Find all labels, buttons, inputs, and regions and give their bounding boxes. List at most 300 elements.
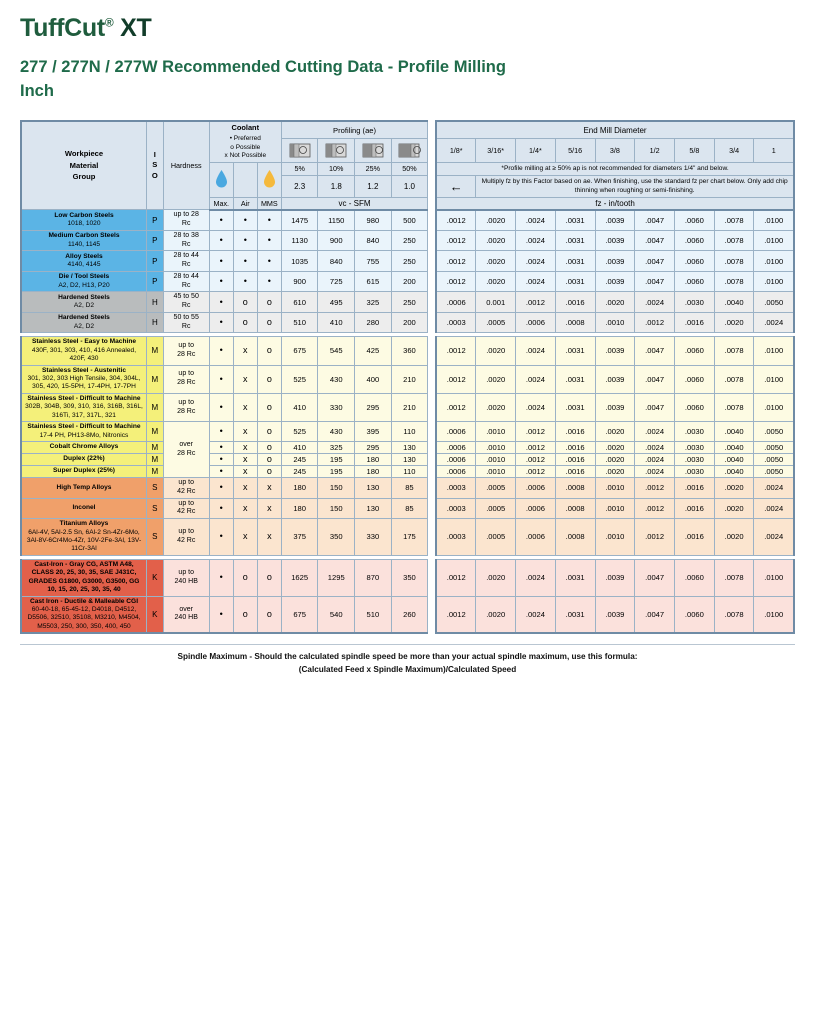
table-row [21,393,794,421]
coolant-air: x [233,478,257,499]
coolant-mms: o [257,596,281,633]
fz-value: .0024 [516,393,556,421]
fz-value: .0005 [476,519,516,556]
fz-value: .0030 [675,292,715,313]
fz-value: .0012 [516,466,556,478]
fz-value: .0024 [516,271,556,292]
vc-value: 675 [281,337,318,365]
vc-value: 425 [355,337,392,365]
coolant-mms: o [257,454,281,466]
hardness-value: up to 240 HB [163,559,209,596]
coolant-air: • [233,251,257,272]
vc-value: 980 [355,210,392,231]
material-name: Hardened Steels A2, D2 [21,292,146,313]
coolant-air: x [233,519,257,556]
fz-value: .0024 [754,478,794,499]
footer-line-1: Spindle Maximum - Should the calculated spindle speed be more than your actual spindle maximum, use this formula: [177,652,638,662]
diameter-1-8: 1/8* [436,139,476,163]
hardness-value: over 28 Rc [163,422,209,478]
fz-value: .0012 [436,271,476,292]
fz-value: .0006 [436,442,476,454]
iso-group: H [146,312,163,333]
fz-value: .0047 [635,210,675,231]
coolant-air: o [233,292,257,313]
fz-value: .0010 [595,498,635,519]
fz-value: .0100 [754,230,794,251]
fz-value: .0031 [555,365,595,393]
iso-group: K [146,559,163,596]
brand-logo [20,14,795,43]
material-name: Cast-Iron - Gray CG, ASTM A48, CLASS 20, 25, 30, 35, SAE J431C, GRADES G1800, G3000, G3500, GG 10, 15, 20, 25, 30, 35, 40 [21,559,146,596]
diameter-1-2: 1/2 [635,139,675,163]
vc-value: 525 [281,422,318,442]
coolant-air: x [233,337,257,365]
fz-value: .0100 [754,393,794,421]
column-gap-cell [428,393,436,421]
material-name: Alloy Steels 4140, 4145 [21,251,146,272]
fz-value: .0050 [754,454,794,466]
fz-value: .0024 [635,454,675,466]
vc-value: 510 [281,312,318,333]
vc-value: 610 [281,292,318,313]
fz-value: .0047 [635,251,675,272]
fz-value: .0020 [595,454,635,466]
fz-value: .0020 [714,519,754,556]
vc-value: 510 [355,596,392,633]
fz-value: .0040 [714,442,754,454]
fz-value: .0008 [555,498,595,519]
page-title-line2: Inch [20,81,54,100]
coolant-mms: o [257,466,281,478]
fz-value: .0030 [675,454,715,466]
fz-value: .0006 [436,454,476,466]
fz-value: .0010 [476,422,516,442]
fz-value: .0024 [516,251,556,272]
fz-value: .0016 [555,292,595,313]
iso-group: M [146,422,163,442]
fz-value: .0012 [436,596,476,633]
coolant-mms: x [257,519,281,556]
fz-value: .0024 [635,422,675,442]
footer-note [20,644,795,676]
vc-value: 1130 [281,230,318,251]
vc-value: 410 [281,393,318,421]
fz-value: .0047 [635,337,675,365]
hardness-value: over 240 HB [163,596,209,633]
vc-value: 250 [391,230,428,251]
profile-ae-10-icon [318,139,355,163]
coolant-air: x [233,393,257,421]
fz-value: .0078 [714,210,754,231]
fz-value: .0012 [516,292,556,313]
coolant-max: • [209,442,233,454]
footer-line-2: (Calculated Feed x Spindle Maximum)/Calculated Speed [298,664,517,674]
coolant-max: • [209,422,233,442]
fz-value: .0024 [754,312,794,333]
material-name: Stainless Steel - Easy to Machine 430F, 301, 303, 410, 416 Annealed, 420F, 430 [21,337,146,365]
hardness-value: up to 42 Rc [163,478,209,499]
fz-value: .0039 [595,559,635,596]
coolant-max: • [209,292,233,313]
coolant-air: • [233,230,257,251]
material-name: Hardened Steels A2, D2 [21,312,146,333]
fz-value: .0016 [555,454,595,466]
fz-value: .0020 [476,251,516,272]
table-row [21,442,794,454]
coolant-mms: • [257,230,281,251]
fz-value: .0050 [754,422,794,442]
material-name: Cobalt Chrome Alloys [21,442,146,454]
fz-value: .0012 [635,498,675,519]
vc-value: 325 [318,442,355,454]
iso-group: M [146,466,163,478]
table-row [21,365,794,393]
profiling-pct-10: 10% [318,163,355,176]
coolant-air: x [233,454,257,466]
coolant-air: x [233,442,257,454]
fz-value: .0039 [595,251,635,272]
vc-value: 330 [355,519,392,556]
coolant-air: x [233,466,257,478]
fz-value: .0024 [635,292,675,313]
fz-value: .0003 [436,498,476,519]
fz-value: .0039 [595,337,635,365]
coolant-max: • [209,454,233,466]
coolant-air: • [233,210,257,231]
coolant-mms: o [257,337,281,365]
table-row [21,478,794,499]
coolant-title: Coolant [231,122,260,132]
vc-value: 195 [318,466,355,478]
fz-value: .0039 [595,230,635,251]
fz-value: .0031 [555,210,595,231]
fz-value: .0010 [595,478,635,499]
fz-value: .0060 [675,393,715,421]
iso-group: S [146,498,163,519]
vc-value: 1035 [281,251,318,272]
coolant-legend-not-possible: x Not Possible [224,152,267,160]
fz-value: .0012 [436,210,476,231]
coolant-max: • [209,365,233,393]
vc-value: 180 [281,498,318,519]
fz-value: .0020 [595,466,635,478]
vc-value: 375 [281,519,318,556]
workpiece-header: Workpiece Material Group [21,121,146,210]
fz-value: .0003 [436,519,476,556]
profile-ae-25-icon [355,139,392,163]
hardness-value: 28 to 38 Rc [163,230,209,251]
column-gap-cell [428,498,436,519]
fz-value: .0012 [635,478,675,499]
table-row [21,466,794,478]
coolant-air: o [233,559,257,596]
material-name: Stainless Steel - Difficult to Machine 17-4 PH, PH13-8Mo, Nitronics [21,422,146,442]
vc-value: 110 [391,466,428,478]
diameter-3-4: 3/4 [714,139,754,163]
fz-value: .0060 [675,337,715,365]
fz-value: .0020 [595,422,635,442]
table-row [21,559,794,596]
fz-value: .0005 [476,478,516,499]
fz-value: .0039 [595,210,635,231]
fz-value: .0078 [714,365,754,393]
fz-value: .0060 [675,230,715,251]
fz-value: .0010 [476,442,516,454]
vc-value: 295 [355,442,392,454]
diameter-1: 1 [754,139,794,163]
factor-arrow-icon: ← [436,175,476,197]
coolant-header [209,121,281,163]
fz-value: .0024 [516,559,556,596]
fz-value: .0020 [595,442,635,454]
column-gap-cell [428,442,436,454]
diameter-1-4: 1/4* [516,139,556,163]
fz-value: .0020 [476,271,516,292]
fz-value: .0020 [714,312,754,333]
coolant-max: • [209,559,233,596]
table-row [21,596,794,633]
fz-value: .0012 [436,559,476,596]
fz-value: .0078 [714,337,754,365]
material-name: Die / Tool Steels A2, D2, H13, P20 [21,271,146,292]
fz-value: .0008 [555,312,595,333]
fz-value: .0031 [555,393,595,421]
fz-value: .0078 [714,559,754,596]
fz-value: .0047 [635,365,675,393]
column-gap-cell [428,478,436,499]
vc-value: 1475 [281,210,318,231]
fz-value: .0006 [516,312,556,333]
factor-note: Multiply fz by this Factor based on ae. When finishing, use the standard fz per chart below. Only add chip thinning when roughing or semi-finishing. [476,175,794,197]
fz-value: .0012 [516,454,556,466]
fz-value: .0047 [635,230,675,251]
coolant-mms: o [257,365,281,393]
coolant-col-max: Max. [209,197,233,210]
fz-value: 0.001 [476,292,516,313]
hardness-value: 28 to 44 Rc [163,251,209,272]
vc-value: 245 [281,454,318,466]
fz-value: .0016 [555,422,595,442]
material-name: Cast Iron - Ductile & Malleable CGI 60-40-18, 65-45-12, D4018, D4512, D5506, 32510, 35108, M3210, M4504, M5503, 250, 300, 350, 400, 450 [21,596,146,633]
vc-value: 210 [391,365,428,393]
coolant-max: • [209,271,233,292]
column-gap [428,121,436,210]
vc-value: 325 [355,292,392,313]
coolant-max: • [209,312,233,333]
vc-value: 110 [391,422,428,442]
column-gap-cell [428,337,436,365]
fz-value: .0040 [714,292,754,313]
fz-value: .0040 [714,454,754,466]
profiling-pct-50: 50% [391,163,428,176]
table-row [21,251,794,272]
vc-value: 430 [318,365,355,393]
iso-group: M [146,454,163,466]
coolant-max: • [209,393,233,421]
vc-value: 175 [391,519,428,556]
iso-group: P [146,251,163,272]
fz-value: .0100 [754,596,794,633]
fz-value: .0016 [555,442,595,454]
table-body [21,210,794,634]
fz-value: .0039 [595,271,635,292]
table-row [21,312,794,333]
vc-value: 350 [318,519,355,556]
vc-value: 200 [391,312,428,333]
fz-value: .0010 [476,466,516,478]
column-gap-cell [428,312,436,333]
column-gap-cell [428,230,436,251]
vc-value: 1295 [318,559,355,596]
iso-group: H [146,292,163,313]
coolant-mms: • [257,271,281,292]
material-name: Medium Carbon Steels 1140, 1145 [21,230,146,251]
table-row [21,292,794,313]
material-name: Inconel [21,498,146,519]
table-row [21,454,794,466]
coolant-max: • [209,337,233,365]
iso-group: M [146,393,163,421]
coolant-air: x [233,422,257,442]
brand-name: TuffCut [20,14,105,42]
end-mill-diameter-header: End Mill Diameter [436,121,794,139]
fz-value: .0006 [516,498,556,519]
fz-value: .0008 [555,478,595,499]
fz-value: .0024 [635,442,675,454]
fz-value: .0024 [516,596,556,633]
fz-value: .0020 [595,292,635,313]
column-gap-cell [428,422,436,442]
hardness-value: up to 42 Rc [163,519,209,556]
fz-value: .0030 [675,442,715,454]
fz-value: .0047 [635,393,675,421]
fz-value: .0031 [555,337,595,365]
vc-value: 130 [391,442,428,454]
coolant-mms: • [257,210,281,231]
vc-value: 840 [318,251,355,272]
vc-value: 180 [355,466,392,478]
column-gap-cell [428,559,436,596]
fz-value: .0078 [714,271,754,292]
column-gap-cell [428,596,436,633]
fz-value: .0024 [516,210,556,231]
fz-value: .0024 [516,365,556,393]
fz-value: .0060 [675,210,715,231]
fz-value: .0010 [595,312,635,333]
fz-value: .0039 [595,365,635,393]
material-name: Duplex (22%) [21,454,146,466]
fz-label: fz - in/tooth [436,197,794,210]
vc-value: 150 [318,478,355,499]
vc-value: 755 [355,251,392,272]
coolant-air: o [233,312,257,333]
fz-value: .0003 [436,312,476,333]
table-row [21,210,794,231]
vc-value: 260 [391,596,428,633]
vc-value: 495 [318,292,355,313]
coolant-legend-possible: o Possible [230,143,261,151]
column-gap-cell [428,466,436,478]
vc-value: 280 [355,312,392,333]
vc-value: 900 [318,230,355,251]
hardness-value: up to 28 Rc [163,393,209,421]
fz-value: .0016 [675,498,715,519]
factor-10: 1.8 [318,175,355,197]
coolant-max: • [209,230,233,251]
fz-value: .0012 [635,312,675,333]
vc-value: 615 [355,271,392,292]
vc-value: 250 [391,292,428,313]
fz-value: .0060 [675,559,715,596]
profiling-header: Profiling (ae) [281,121,427,139]
vc-value: 900 [281,271,318,292]
fz-value: .0016 [675,312,715,333]
fz-value: .0024 [635,466,675,478]
diameter-5-16: 5/16 [555,139,595,163]
iso-group: S [146,478,163,499]
fz-value: .0050 [754,292,794,313]
coolant-mms: x [257,498,281,519]
fz-value: .0016 [675,478,715,499]
fz-value: .0050 [754,442,794,454]
coolant-mms: o [257,422,281,442]
fz-value: .0020 [476,365,516,393]
table-row [21,498,794,519]
coolant-col-air: Air [233,197,257,210]
fz-value: .0016 [675,519,715,556]
vc-value: 130 [355,478,392,499]
iso-group: K [146,596,163,633]
factor-5: 2.3 [281,175,318,197]
fz-value: .0003 [436,478,476,499]
fz-value: .0006 [436,292,476,313]
vc-value: 545 [318,337,355,365]
diameter-note: *Profile milling at ≥ 50% ap is not recommended for diameters 1/4" and below. [436,163,794,176]
coolant-air: o [233,596,257,633]
iso-group: M [146,365,163,393]
coolant-icon-air [233,163,257,198]
fz-value: .0060 [675,365,715,393]
fz-value: .0100 [754,210,794,231]
fz-value: .0024 [516,230,556,251]
vc-value: 395 [355,422,392,442]
coolant-max: • [209,210,233,231]
coolant-icon-mms [257,163,281,198]
cutting-data-table [20,120,795,634]
vc-value: 250 [391,251,428,272]
page-title-line1: 277 / 277N / 277W Recommended Cutting Data - Profile Milling [20,58,506,76]
vc-value: 180 [355,454,392,466]
fz-value: .0024 [754,519,794,556]
vc-value: 85 [391,478,428,499]
fz-value: .0031 [555,251,595,272]
table-row [21,519,794,556]
coolant-mms: o [257,312,281,333]
fz-value: .0020 [714,478,754,499]
material-name: Stainless Steel - Austenitic 301, 302, 303 High Tensile, 304, 304L, 305, 420, 15-5PH, 17-4PH, 17-7PH [21,365,146,393]
profiling-pct-5: 5% [281,163,318,176]
profiling-pct-25: 25% [355,163,392,176]
table-row [21,230,794,251]
vc-value: 350 [391,559,428,596]
iso-group: P [146,271,163,292]
vc-value: 400 [355,365,392,393]
fz-value: .0047 [635,596,675,633]
fz-value: .0050 [754,466,794,478]
fz-value: .0020 [476,210,516,231]
fz-value: .0020 [476,393,516,421]
vc-value: 200 [391,271,428,292]
